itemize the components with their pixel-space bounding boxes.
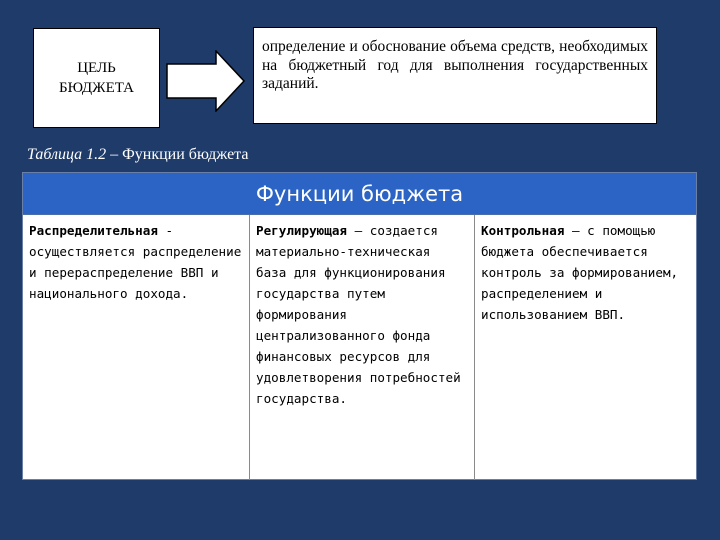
goal-line-2: БЮДЖЕТА bbox=[59, 80, 134, 96]
functions-table bbox=[22, 172, 697, 480]
right-arrow-icon bbox=[166, 50, 246, 112]
term-control: Контрольная bbox=[481, 223, 565, 238]
table-body bbox=[23, 215, 696, 480]
definition-box: определение и обоснование объема средств, необходимых на бюджетный год для выполнения государственных заданий. bbox=[253, 27, 657, 124]
table-header: Функции бюджета bbox=[23, 173, 696, 215]
column-control bbox=[474, 215, 696, 480]
goal-box bbox=[33, 28, 160, 128]
goal-line-1: ЦЕЛЬ bbox=[77, 59, 116, 76]
desc-control: – с помощью бюджета обеспечивается контроль за формированием, распределением и использованием ВВП. bbox=[481, 223, 679, 322]
caption-label: Таблица 1.2 bbox=[27, 146, 107, 163]
desc-distributive: - осуществляется распределение и перераспределение ВВП и национального дохода. bbox=[29, 223, 242, 301]
column-regulating bbox=[249, 215, 474, 480]
desc-regulating: – создается материально-техническая база для функционирования государства путем формирования централизованного фонда финансовых ресурсов для удовлетворения потребностей государства. bbox=[256, 223, 461, 406]
caption-text: – Функции бюджета bbox=[106, 146, 249, 163]
column-distributive bbox=[23, 215, 249, 480]
term-regulating: Регулирующая bbox=[256, 223, 347, 238]
term-distributive: Распределительная bbox=[29, 223, 158, 238]
table-caption bbox=[27, 146, 248, 164]
